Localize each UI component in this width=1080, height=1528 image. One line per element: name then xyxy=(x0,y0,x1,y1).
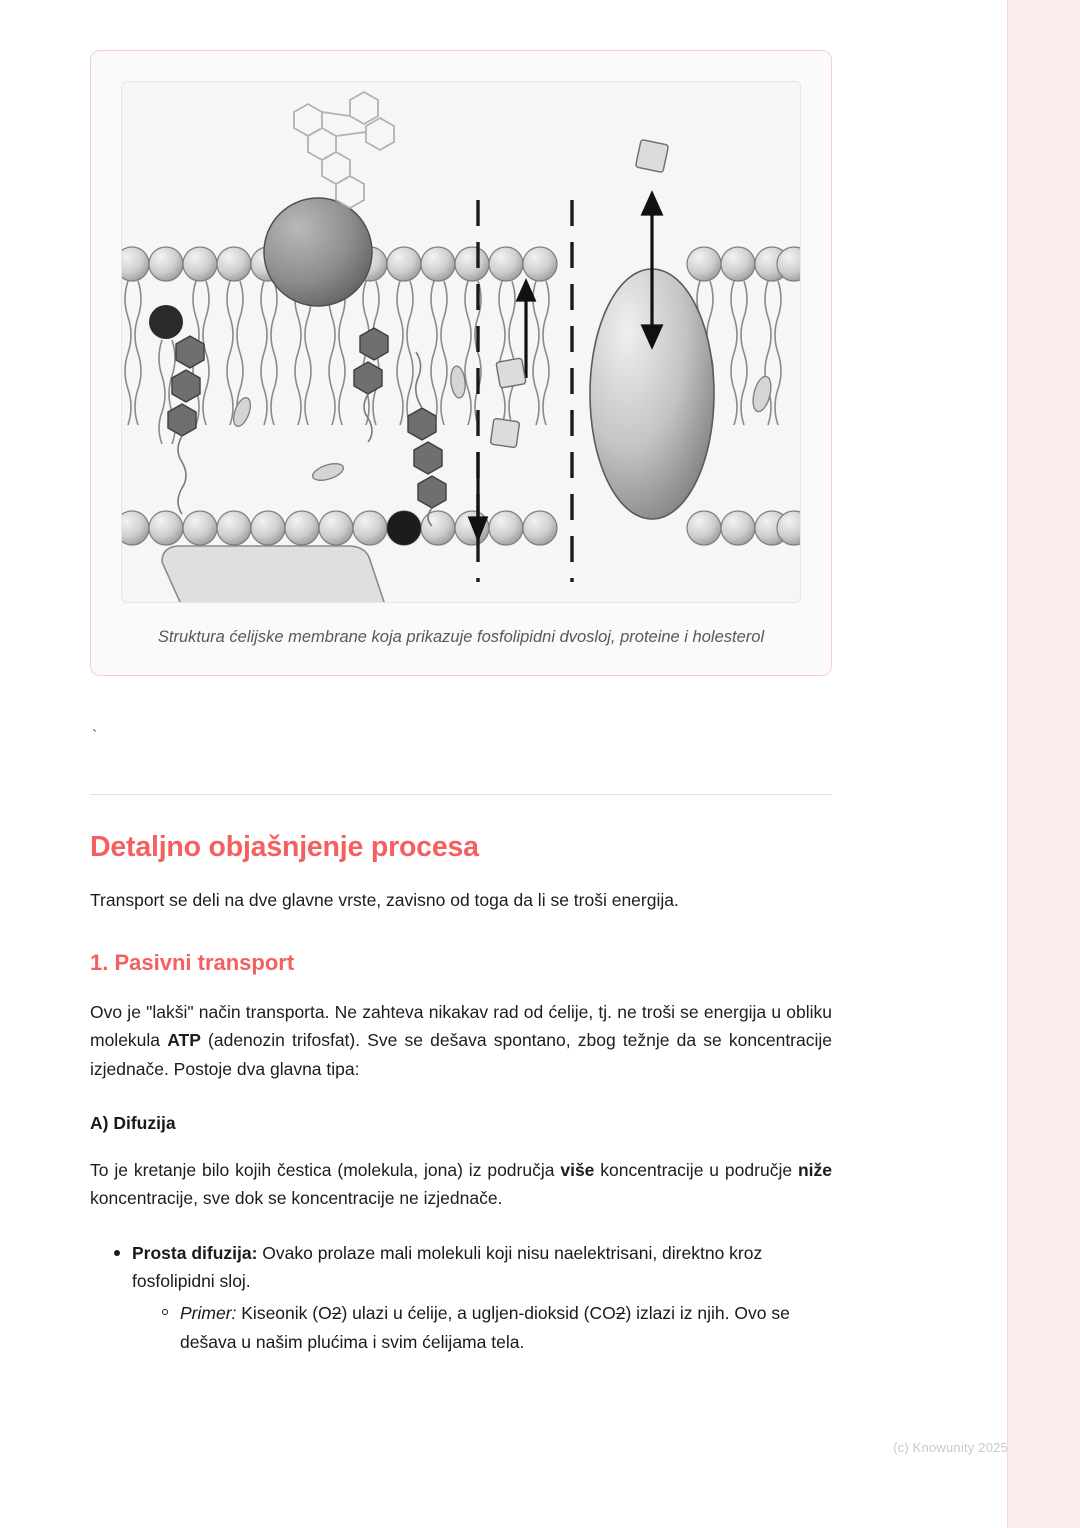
membrane-svg xyxy=(122,82,801,602)
page-edge-strip-inner xyxy=(1008,0,1044,1528)
page-title: Detaljno objašnjenje procesa xyxy=(90,830,479,863)
passive-text-part1: Ovo je "lakši" način transporta. Ne zahteva nikakav rad od ćelije, tj. ne troši se energija u obliku molekula xyxy=(90,1001,832,1051)
cell-membrane-diagram xyxy=(121,81,801,603)
nize-bold: niže xyxy=(797,1159,832,1180)
diffusion-bullet-list xyxy=(90,1239,832,1356)
prosta-difuzija-label: Prosta difuzija: xyxy=(132,1242,258,1263)
subsection-title: 1. Pasivni transport xyxy=(90,949,295,975)
figure-caption: Struktura ćelijske membrane koja prikazuje fosfolipidni dvosloj, proteine i holesterol xyxy=(157,628,765,646)
watermark: (c) Knowunity 2025 xyxy=(893,1440,1008,1455)
section-divider xyxy=(90,794,832,795)
primer-label: Primer: xyxy=(180,1303,237,1324)
page-edge-strip-outer xyxy=(1044,0,1080,1528)
atp-bold: ATP xyxy=(167,1030,201,1051)
document-content xyxy=(90,0,832,1356)
example-sub-list xyxy=(132,1299,832,1356)
intro-paragraph: Transport se deli na dve glavne vrste, zavisno od toga da li se troši energija. xyxy=(90,889,679,910)
figure-card xyxy=(90,50,832,676)
list-item xyxy=(164,1299,832,1356)
diffusion-text-part1: To je kretanje bilo kojih čestica (molekula, jona) iz područja xyxy=(90,1159,561,1180)
primer-text-part3: ) izlazi iz njih. Ovo se dešava u našim plućima i svim ćelijama tela. xyxy=(180,1303,790,1352)
diffusion-text-part2: koncentracije u područje xyxy=(594,1159,798,1180)
passive-transport-paragraph xyxy=(90,998,832,1083)
prosta-difuzija-text: Ovako prolaze mali molekuli koji nisu naelektrisani, direktno kroz fosfolipidni sloj. xyxy=(132,1242,763,1291)
vise-bold: više xyxy=(560,1159,595,1180)
primer-text-part2: ) ulazi u ćelije, a ugljen-dioksid (CO xyxy=(341,1303,616,1324)
diffusion-label: A) Difuzija xyxy=(90,1112,176,1133)
o2-subscript: 2 xyxy=(331,1303,342,1324)
diffusion-text-part3: koncentracije, sve dok se koncentracije ne izjednače. xyxy=(90,1188,503,1209)
list-item xyxy=(116,1239,832,1356)
stray-backtick: ` xyxy=(90,727,100,745)
co2-subscript: 2 xyxy=(615,1303,626,1324)
primer-text-part1: Kiseonik (O xyxy=(236,1303,332,1324)
diffusion-paragraph xyxy=(90,1156,832,1213)
passive-text-part2: (adenozin trifosfat). Sve se dešava spontano, zbog težnje da se koncentracije izjednače. Postoje dva glavna tipa: xyxy=(90,1030,832,1079)
